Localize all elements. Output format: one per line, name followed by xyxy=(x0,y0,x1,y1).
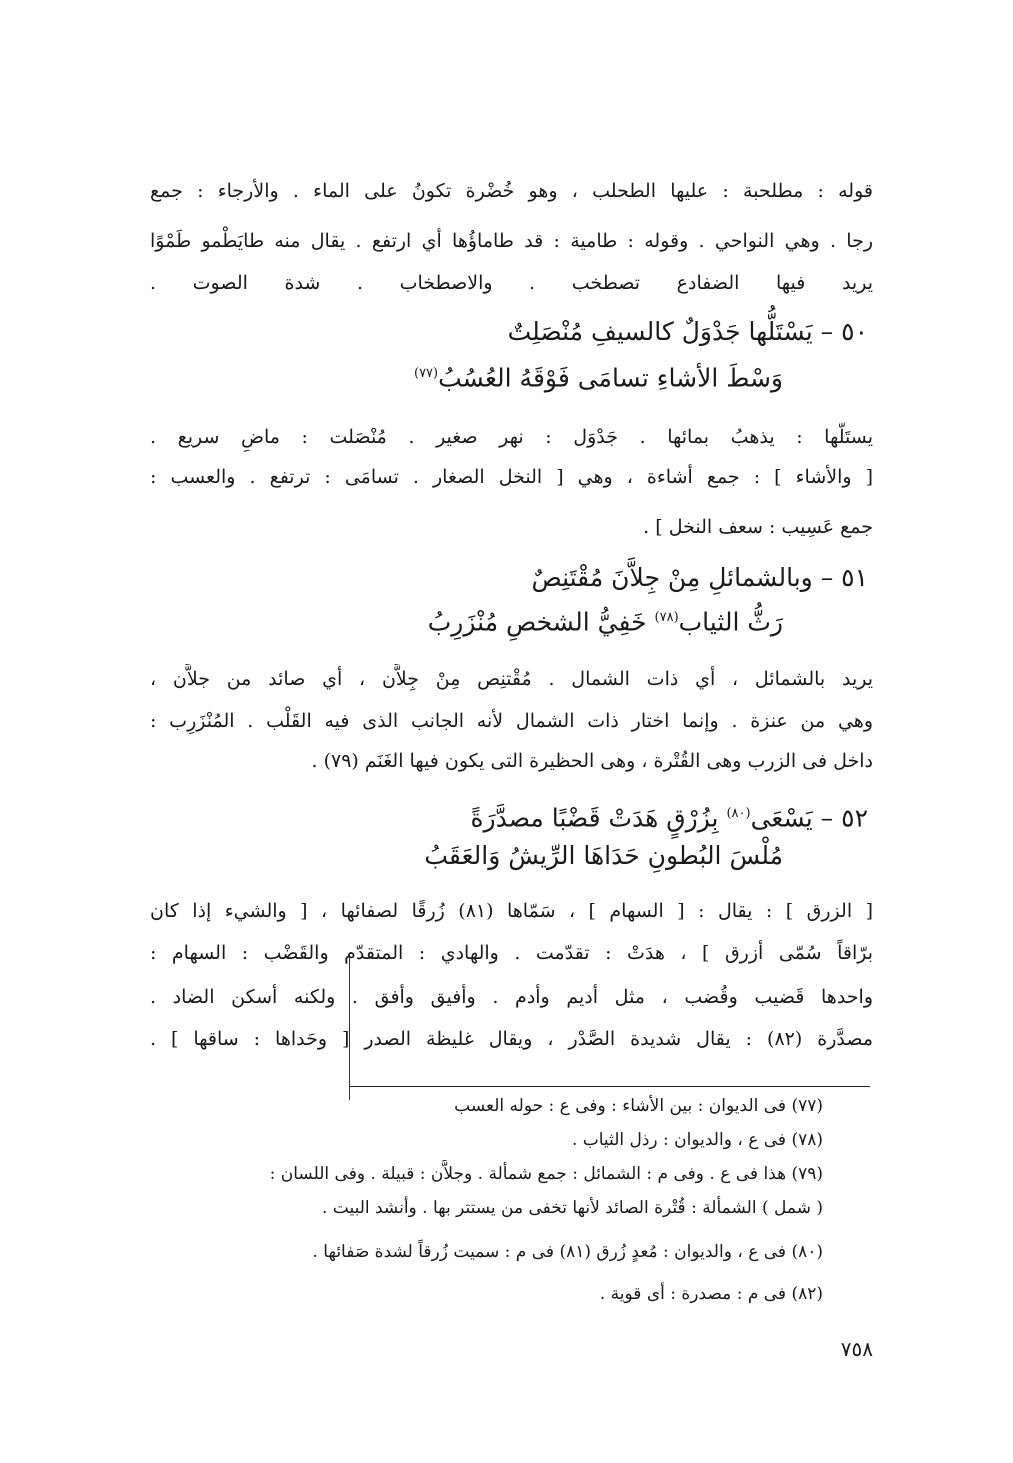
commentary-line: قوله : مطلحبة : عليها الطحلب ، وهو خُضْرة تكونُ على الماء . والأرجاء : جمع xyxy=(150,180,873,202)
verse-52-first-text-b: بِزُرْقٍ هَدَتْ قَضْبًا مصدَّرَةً xyxy=(470,803,719,833)
footnote: ( شمل ) الشمألة : قُتْرة الصائد لأنها تخفى من يستتر بها . وأنشد البيت . xyxy=(321,1198,823,1218)
verse-50-first-hemistich: ٥٠ – يَسْتَلُّها جَدْوَلٌ كالسيفِ مُنْصَلِتٌ xyxy=(507,317,868,346)
commentary-line: داخل فى الزرب وهى القُتْرة ، وهى الحظيرة التى يكون فيها الغَنَم (٧٩) . xyxy=(311,750,873,772)
commentary-line: جمع عَسِيب : سعف النخل ] . xyxy=(643,516,873,538)
column-divider xyxy=(349,955,350,1100)
commentary-line: [ الزرق ] : يقال : [ السهام ] ، سَمّاها (٨١) زُرقًا لصفائها ، [ والشيء إذا كان xyxy=(150,900,873,922)
footnote: (٧٩) هذا فى ع . وفى م : الشمائل : جمع شمألة . وجلاَّن : قبيلة . وفى اللسان : xyxy=(269,1164,823,1184)
verse-51-second-text-a: رَثُّ الثياب xyxy=(678,607,783,637)
footnote-separator xyxy=(350,1086,870,1087)
commentary-line: [ والأشاء ] : جمع أشاءة ، وهي [ النخل الصغار . تسامَى : ترتفع . والعسب : xyxy=(150,466,873,488)
page-number: ٧٥٨ xyxy=(840,1337,873,1361)
footnote-ref-80: (٨٠) xyxy=(726,806,751,821)
footnote: (٧٨) فى ع ، والديوان : رذل الثياب . xyxy=(571,1130,823,1150)
verse-52-first-text-a: ٥٢ – يَسْعَى xyxy=(750,803,868,833)
footnote: (٨٢) فى م : مصدرة : أى قوية . xyxy=(599,1284,823,1304)
verse-52-second-hemistich: مُلْسَ البُطونِ حَدَاهَا الرِّيشُ وَالعَقَبُ xyxy=(424,841,783,870)
commentary-line: مصدَّرة (٨٢) : يقال شديدة الصَّدْر ، ويقال غليظة الصدر [ وحَداها : ساقها ] . xyxy=(150,1028,873,1050)
verse-50-second-text: وَسْطَ الأشاءِ تسامَى فَوْقَهُ العُسُبُ xyxy=(438,363,783,393)
verse-51-first-hemistich: ٥١ – وبالشمائلِ مِنْ جِلاَّنَ مُقْتَنِصٌ xyxy=(531,563,868,592)
commentary-line: وهي من عنزة . وإنما اختار ذات الشمال لأنه الجانب الذى فيه القَلْب . المُنْزَرِب : xyxy=(150,710,873,732)
verse-50-second-hemistich xyxy=(414,356,783,396)
footnote: (٧٧) فى الديوان : بين الأشاء : وفى ع : حوله العسب xyxy=(454,1096,823,1116)
footnote: (٨٠) فى ع ، والديوان : مُعدٍ زُرق (٨١) فى م : سميت زُرقاً لشدة صَفائها . xyxy=(312,1242,823,1262)
verse-51-second-text-b: خَفِيُّ الشخصِ مُنْزَرِبُ xyxy=(427,607,647,637)
footnote-ref-77: (٧٧) xyxy=(414,366,439,381)
commentary-line: رجا . وهي النواحي . وقوله : طامية : قد طاماؤُها أي ارتفع . يقال منه طايَطْمو طَمْوًا xyxy=(150,230,873,252)
commentary-line: واحدها قَضيب وقُضب ، مثل أديم وأدم . وأفيق وأفق . ولكنه أسكن الضاد . xyxy=(150,986,873,1008)
commentary-line: يريد فيها الضفادع تصطخب . والاصطخاب . شدة الصوت . xyxy=(150,272,873,294)
commentary-line: يريد بالشمائل ، أي ذات الشمال . مُقْتنِص مِنْ جِلاَّن ، أي صائد من جلاَّن ، xyxy=(150,668,873,690)
commentary-line: يستَلُّها : يذهبُ بمائها . جَدْوَل : نهر صغير . مُنْصَلت : ماضٍ سريع . xyxy=(150,426,873,448)
commentary-line: برّاقاً سُمّى أزرق ] ، هدَتْ : تقدّمت . والهادي : المتقدّم والقَضْب : السهام : xyxy=(150,942,873,964)
footnote-ref-78: (٧٨) xyxy=(654,610,679,625)
verse-51-second-hemistich xyxy=(428,600,783,640)
verse-52-first-hemistich xyxy=(470,796,868,836)
